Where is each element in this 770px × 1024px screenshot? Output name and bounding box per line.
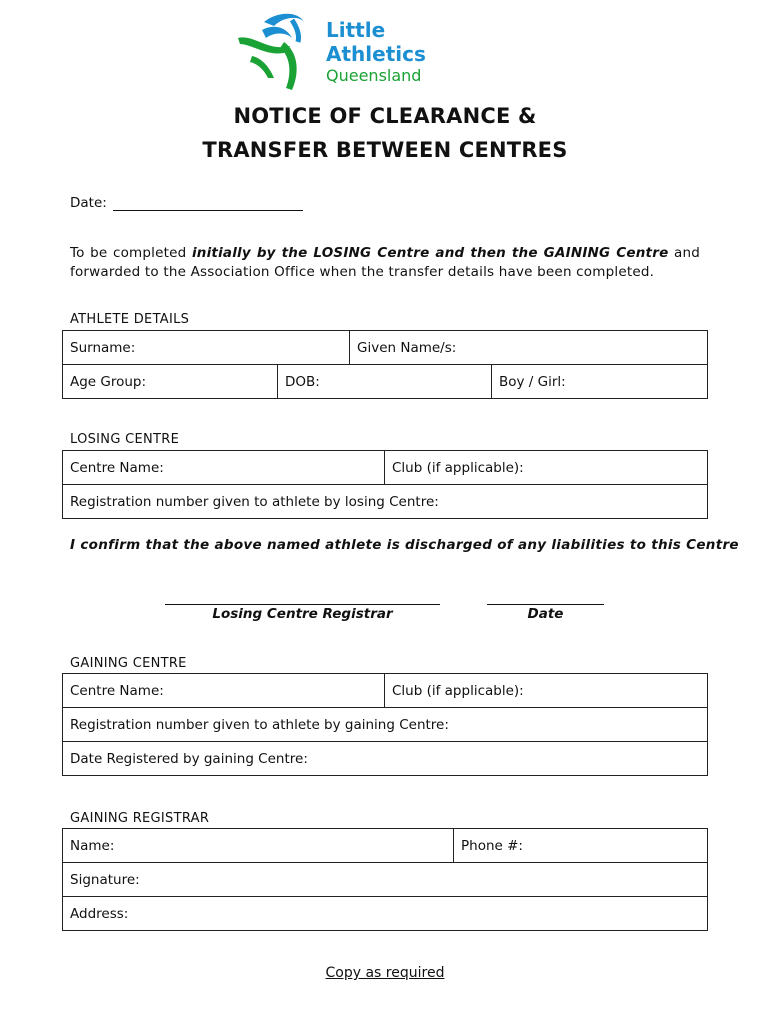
instructions-emphasis: initially by the LOSING Centre and then the GAINING Centre [191,245,669,261]
registrar-signature-field[interactable]: Signature: [63,863,708,897]
gaining-centre-name-field[interactable]: Centre Name: [63,674,385,708]
dob-field[interactable]: DOB: [278,365,492,399]
runner-figure-icon [234,12,326,92]
surname-field[interactable]: Surname: [63,331,350,365]
gaining-club-field[interactable]: Club (if applicable): [385,674,708,708]
registrar-address-field[interactable]: Address: [63,897,708,931]
discharge-confirmation: I confirm that the above named athlete is discharged of any liabilities to this Centre [70,537,739,553]
logo-line-3: Queensland [326,66,422,85]
losing-centre-heading: LOSING CENTRE [70,432,180,447]
date-label: Date: [70,195,107,211]
date-registered-field[interactable]: Date Registered by gaining Centre: [63,742,708,776]
logo-line-1: Little [326,18,386,42]
instructions-paragraph [70,244,700,282]
page-title-line-1: NOTICE OF CLEARANCE & [233,104,537,128]
logo-line-2: Athletics [326,42,426,66]
registrar-phone-field[interactable]: Phone #: [454,829,708,863]
gaining-registrar-table [62,828,708,931]
athlete-details-table [62,330,708,399]
boy-girl-field[interactable]: Boy / Girl: [492,365,708,399]
losing-registration-field[interactable]: Registration number given to athlete by losing Centre: [63,485,708,519]
copy-as-required-note: Copy as required [325,965,445,981]
given-names-field[interactable]: Given Name/s: [350,331,708,365]
losing-registrar-label: Losing Centre Registrar [212,606,393,622]
little-athletics-logo [234,12,454,92]
losing-date-label: Date [527,606,564,622]
losing-club-field[interactable]: Club (if applicable): [385,451,708,485]
losing-registrar-signature-line[interactable] [165,604,440,605]
gaining-registration-field[interactable]: Registration number given to athlete by gaining Centre: [63,708,708,742]
page-title-line-2: TRANSFER BETWEEN CENTRES [202,138,568,162]
losing-centre-name-field[interactable]: Centre Name: [63,451,385,485]
date-field-line[interactable] [113,210,303,211]
age-group-field[interactable]: Age Group: [63,365,278,399]
gaining-centre-table [62,673,708,776]
registrar-name-field[interactable]: Name: [63,829,454,863]
athlete-details-heading: ATHLETE DETAILS [70,312,190,327]
instructions-part-2: and forwarded to the Association Office when the transfer details have been completed. [70,245,700,280]
instructions-part-1: To be completed [70,245,192,261]
losing-centre-table [62,450,708,519]
gaining-registrar-heading: GAINING REGISTRAR [70,811,210,826]
losing-date-line[interactable] [487,604,604,605]
gaining-centre-heading: GAINING CENTRE [70,656,187,671]
